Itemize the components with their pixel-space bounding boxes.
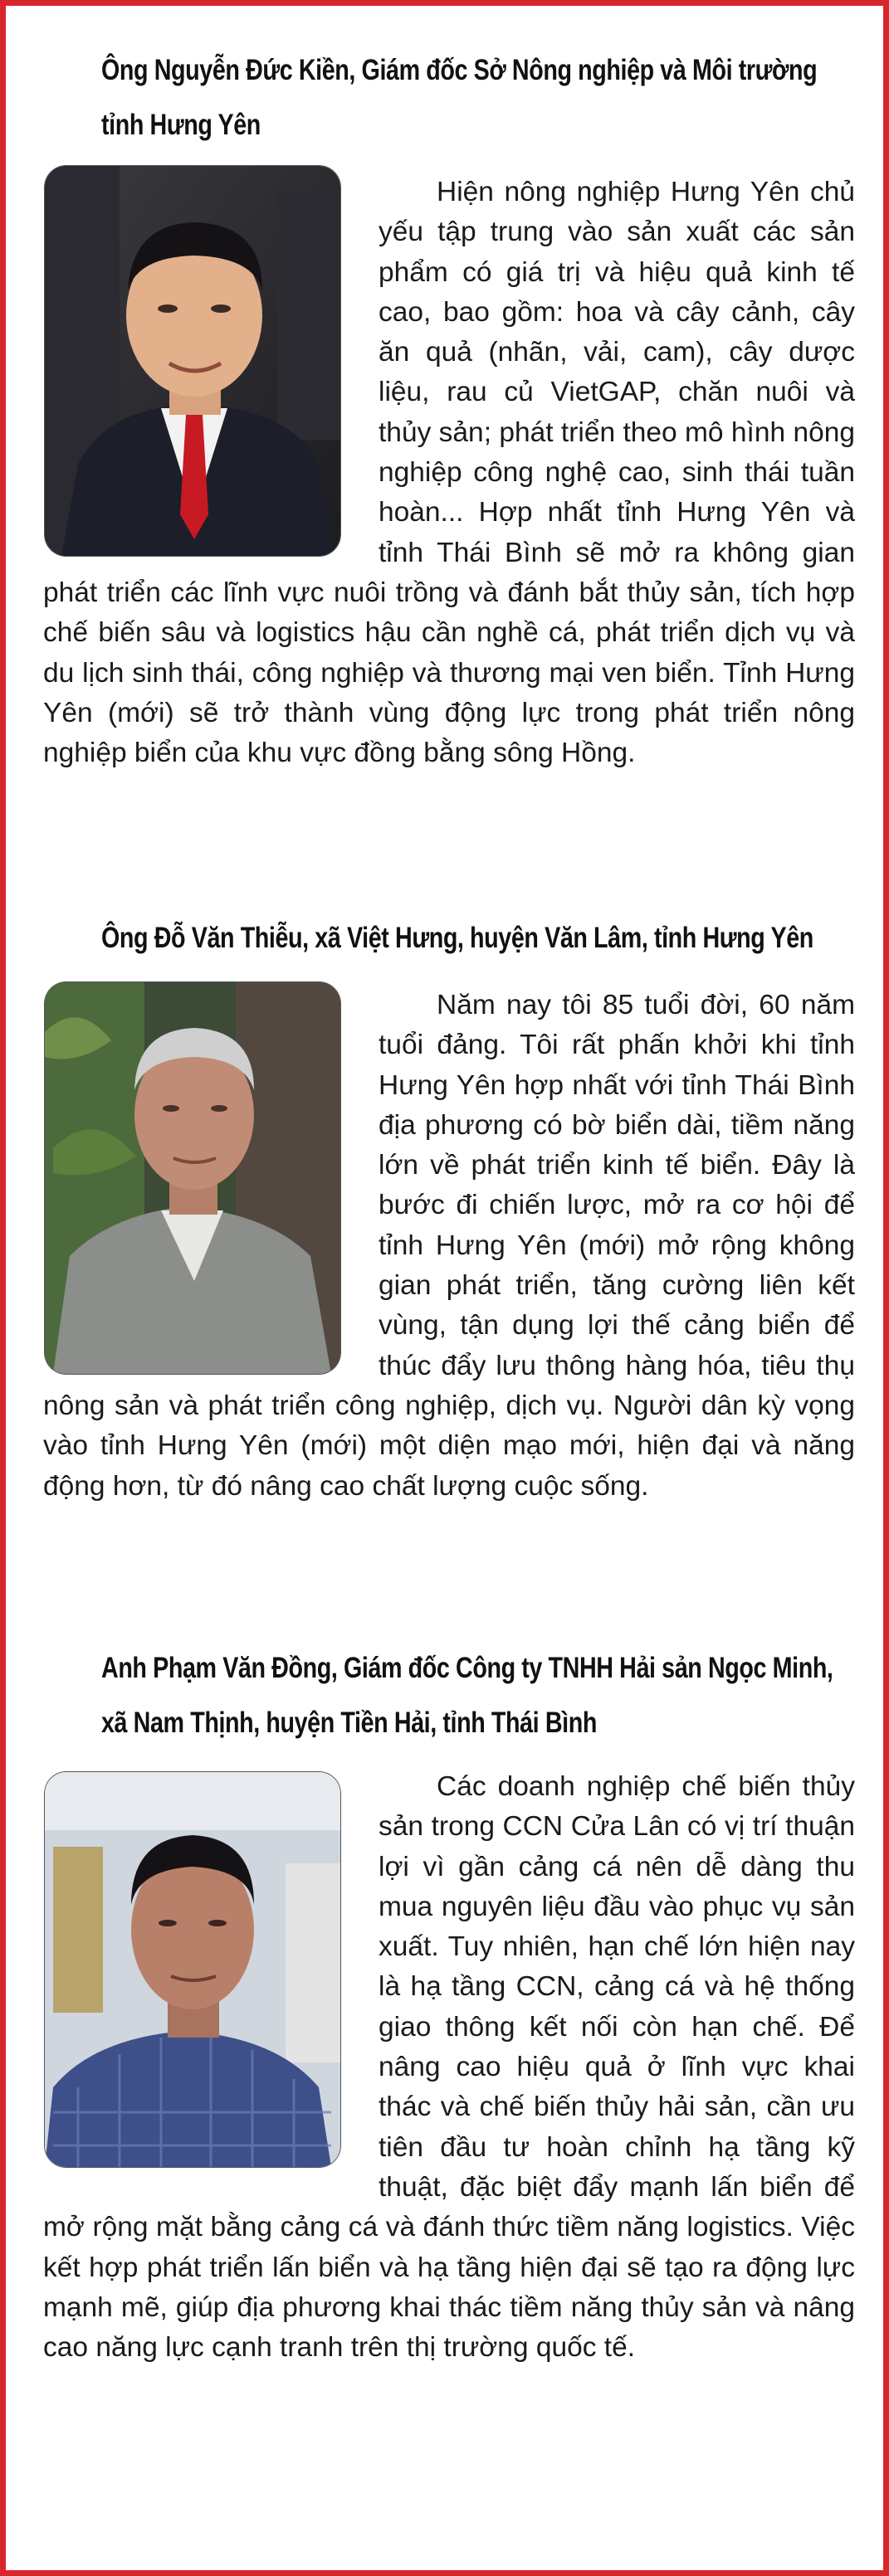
speaker-name-1: Ông Nguyễn Đức Kiền, Giám đốc Sở Nông nghiệp và Môi trường [101, 54, 818, 86]
quote-text-3-content: Các doanh nghiệp chế biến thủy sản trong CCN Cửa Lân có vị trí thuận lợi vì gần cảng cá nên dễ dàng thu mua nguyên liệu đầu vào phục vụ sản xuất. Tuy nhiên, hạn chế lớn hiện nay là hạ tầng CCN, cảng cá và hệ thống giao thông kết nối còn hạn chế. Để nâng cao hiệu quả ở lĩnh vực khai thác và chế biến thủy hải sản, cần ưu tiên đầu tư hoàn chỉnh hạ tầng kỹ thuật, đặc biệt đẩy mạnh lấn biển để mở rộng mặt bằng cảng cá và đánh thức tiềm năng logistics. Việc kết hợp phát triển lấn biển và hạ tầng hiện đại sẽ tạo ra động lực mạnh mẽ, giúp địa phương khai thác tiềm năng thủy sản và nâng cao năng lực cạnh tranh trên thị trường quốc tế. [43, 1771, 855, 2364]
quote-text-2-content: Năm nay tôi 85 tuổi đời, 60 năm tuổi đảng. Tôi rất phấn khởi khi tỉnh Hưng Yên hợp nhất với tỉnh Thái Bình địa phương có bờ biển dài, tiềm năng lớn về phát triển kinh tế biển. Đây là bước đi chiến lược, mở ra cơ hội để tỉnh Hưng Yên (mới) mở rộng không gian phát triển, tăng cường liên kết vùng, tận dụng lợi thế cảng biển để thúc đẩy lưu thông hàng hóa, tiêu thụ nông sản và phát triển công nghiệp, dịch vụ. Người dân kỳ vọng vào tỉnh Hưng Yên (mới) một diện mạo mới, hiện đại và năng động hơn, từ đó nâng cao chất lượng cuộc sống. [43, 990, 855, 1502]
quote-text-1-content: Hiện nông nghiệp Hưng Yên chủ yếu tập trung vào sản xuất các sản phẩm có giá trị và hiệu quả kinh tế cao, bao gồm: hoa và cây cảnh, cây ăn quả (nhãn, vải, cam), cây dược liệu, rau củ VietGAP, chăn nuôi và thủy sản; phát triển theo mô hình nông nghiệp công nghệ cao, sinh thái tuần hoàn... Hợp nhất tỉnh Hưng Yên và tỉnh Thái Bình sẽ mở ra không gian phát triển các lĩnh vực nuôi trồng và đánh bắt thủy sản, tích hợp chế biến sâu và logistics hậu cần nghề cá, phát triển dịch vụ và du lịch sinh thái, công nghiệp và thương mại ven biển. Tỉnh Hưng Yên (mới) sẽ trở thành vùng động lực trong phát triển nông nghiệp biển của khu vực đồng bằng sông Hồng. [43, 177, 855, 769]
portrait-photo-1 [45, 166, 340, 556]
quote-section-3 [43, 1641, 855, 2368]
portrait-photo-3 [45, 1772, 340, 2167]
portrait-photo-2 [45, 982, 340, 1374]
quote-section-2 [43, 911, 855, 1507]
speaker-name-3-line2: xã Nam Thịnh, huyện Tiền Hải, tỉnh Thái Bình [101, 1707, 597, 1739]
quote-section-1 [43, 43, 855, 773]
speaker-name-1-line2: tỉnh Hưng Yên [101, 109, 261, 141]
speaker-name-3: Anh Phạm Văn Đồng, Giám đốc Công ty TNHH Hải sản Ngọc Minh, [101, 1652, 833, 1684]
speaker-name-2: Ông Đỗ Văn Thiễu, xã Việt Hưng, huyện Văn Lâm, tỉnh Hưng Yên [101, 922, 813, 954]
